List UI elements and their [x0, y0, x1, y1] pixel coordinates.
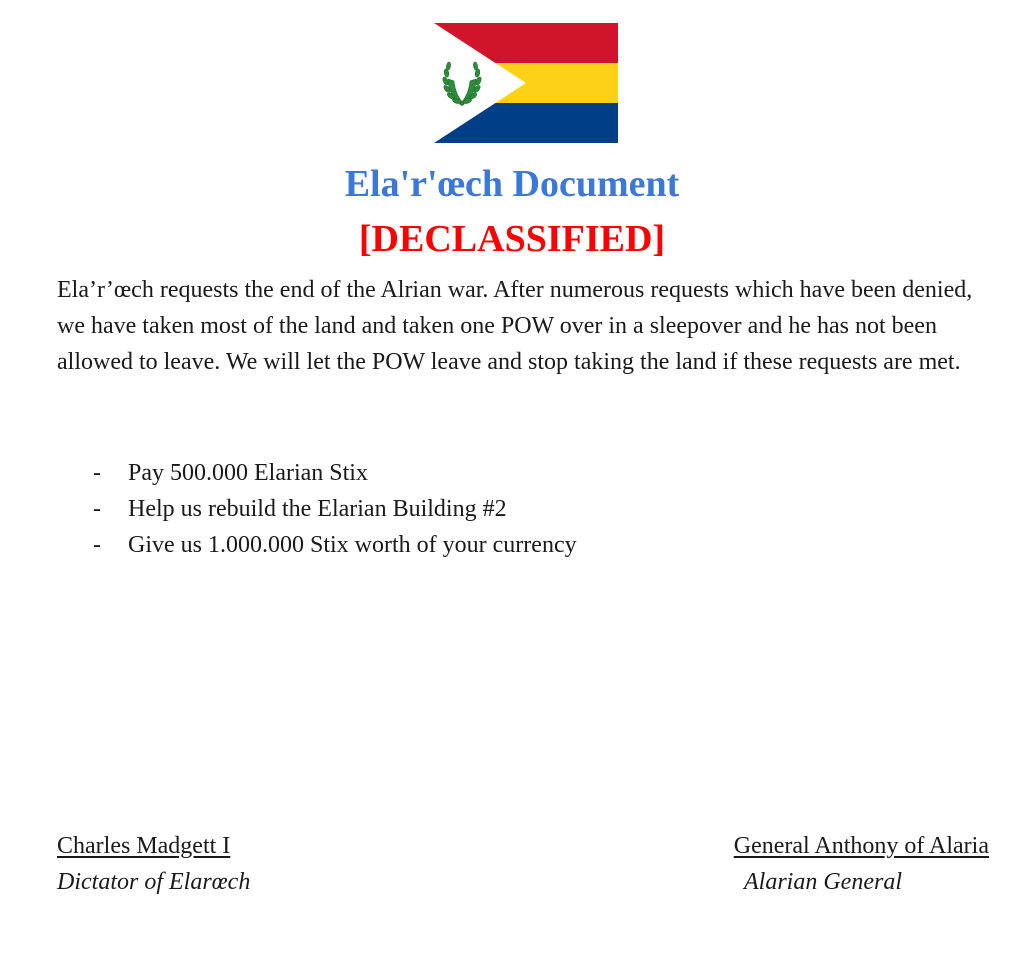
document-body: Ela’r’œch requests the end of the Alrian war. After numerous requests which have been denied, we have taken most of the land and taken one POW over in a sleepover and he has not been allowed to leave. We will let the POW leave and stop taking the land if these requests are met.: [57, 277, 973, 375]
list-marker: -: [93, 496, 101, 522]
request-text: Pay 500.000 Elarian Stix: [128, 460, 368, 486]
list-item: [57, 491, 577, 527]
request-text: Help us rebuild the Elarian Building #2: [128, 496, 507, 522]
signatory-name: General Anthony of Alaria: [733, 833, 989, 859]
elarech-flag: [434, 23, 618, 143]
list-item: [57, 527, 577, 563]
list-marker: -: [93, 460, 101, 486]
declassified-stamp: [DECLASSIFIED]: [358, 218, 666, 260]
signatory-title: Dictator of Elarœch: [57, 869, 251, 895]
list-item: [57, 455, 577, 491]
signatory-name: Charles Madgett I: [57, 833, 231, 859]
signatory-title: Alarian General: [744, 869, 902, 895]
signature-right: [734, 828, 989, 900]
requests-list: [57, 455, 577, 563]
signature-left: [57, 828, 250, 900]
list-marker: -: [93, 532, 101, 558]
request-text: Give us 1.000.000 Stix worth of your currency: [128, 532, 577, 558]
document-title: Ela'r'œch Document: [344, 163, 680, 205]
